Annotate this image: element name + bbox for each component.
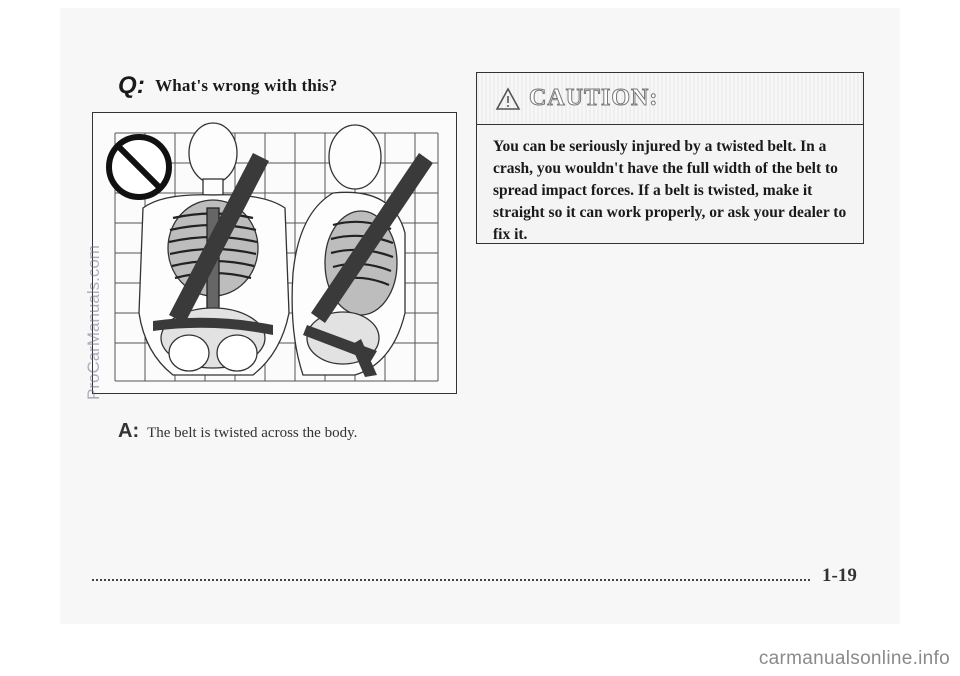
caution-body: You can be seriously injured by a twisted belt. In a crash, you wouldn't have the full width of the belt to spread impact forces. If a belt is twisted, make it straight so it can work properly, or ask your dealer to fix it. — [493, 138, 847, 243]
caution-box — [476, 72, 864, 244]
footer-rule — [92, 579, 810, 581]
question-marker: Q: — [118, 72, 146, 99]
illustration-svg — [93, 113, 455, 392]
page-number: 1-19 — [822, 565, 857, 586]
caution-title: CAUTION: — [529, 85, 659, 111]
question-heading — [118, 72, 337, 100]
answer-text-block — [118, 420, 357, 443]
twisted-belt-illustration — [92, 112, 457, 394]
warning-triangle-icon — [495, 87, 521, 111]
watermark-left: ProCarManuals.com — [84, 245, 103, 400]
answer-marker: A: — [118, 420, 140, 442]
question-text: What's wrong with this? — [155, 76, 338, 95]
answer-text: The belt is twisted across the body. — [147, 425, 358, 441]
caution-header — [477, 73, 863, 125]
no-symbol-icon — [109, 137, 169, 197]
watermark-footer: carmanualsonline.info — [758, 648, 950, 669]
